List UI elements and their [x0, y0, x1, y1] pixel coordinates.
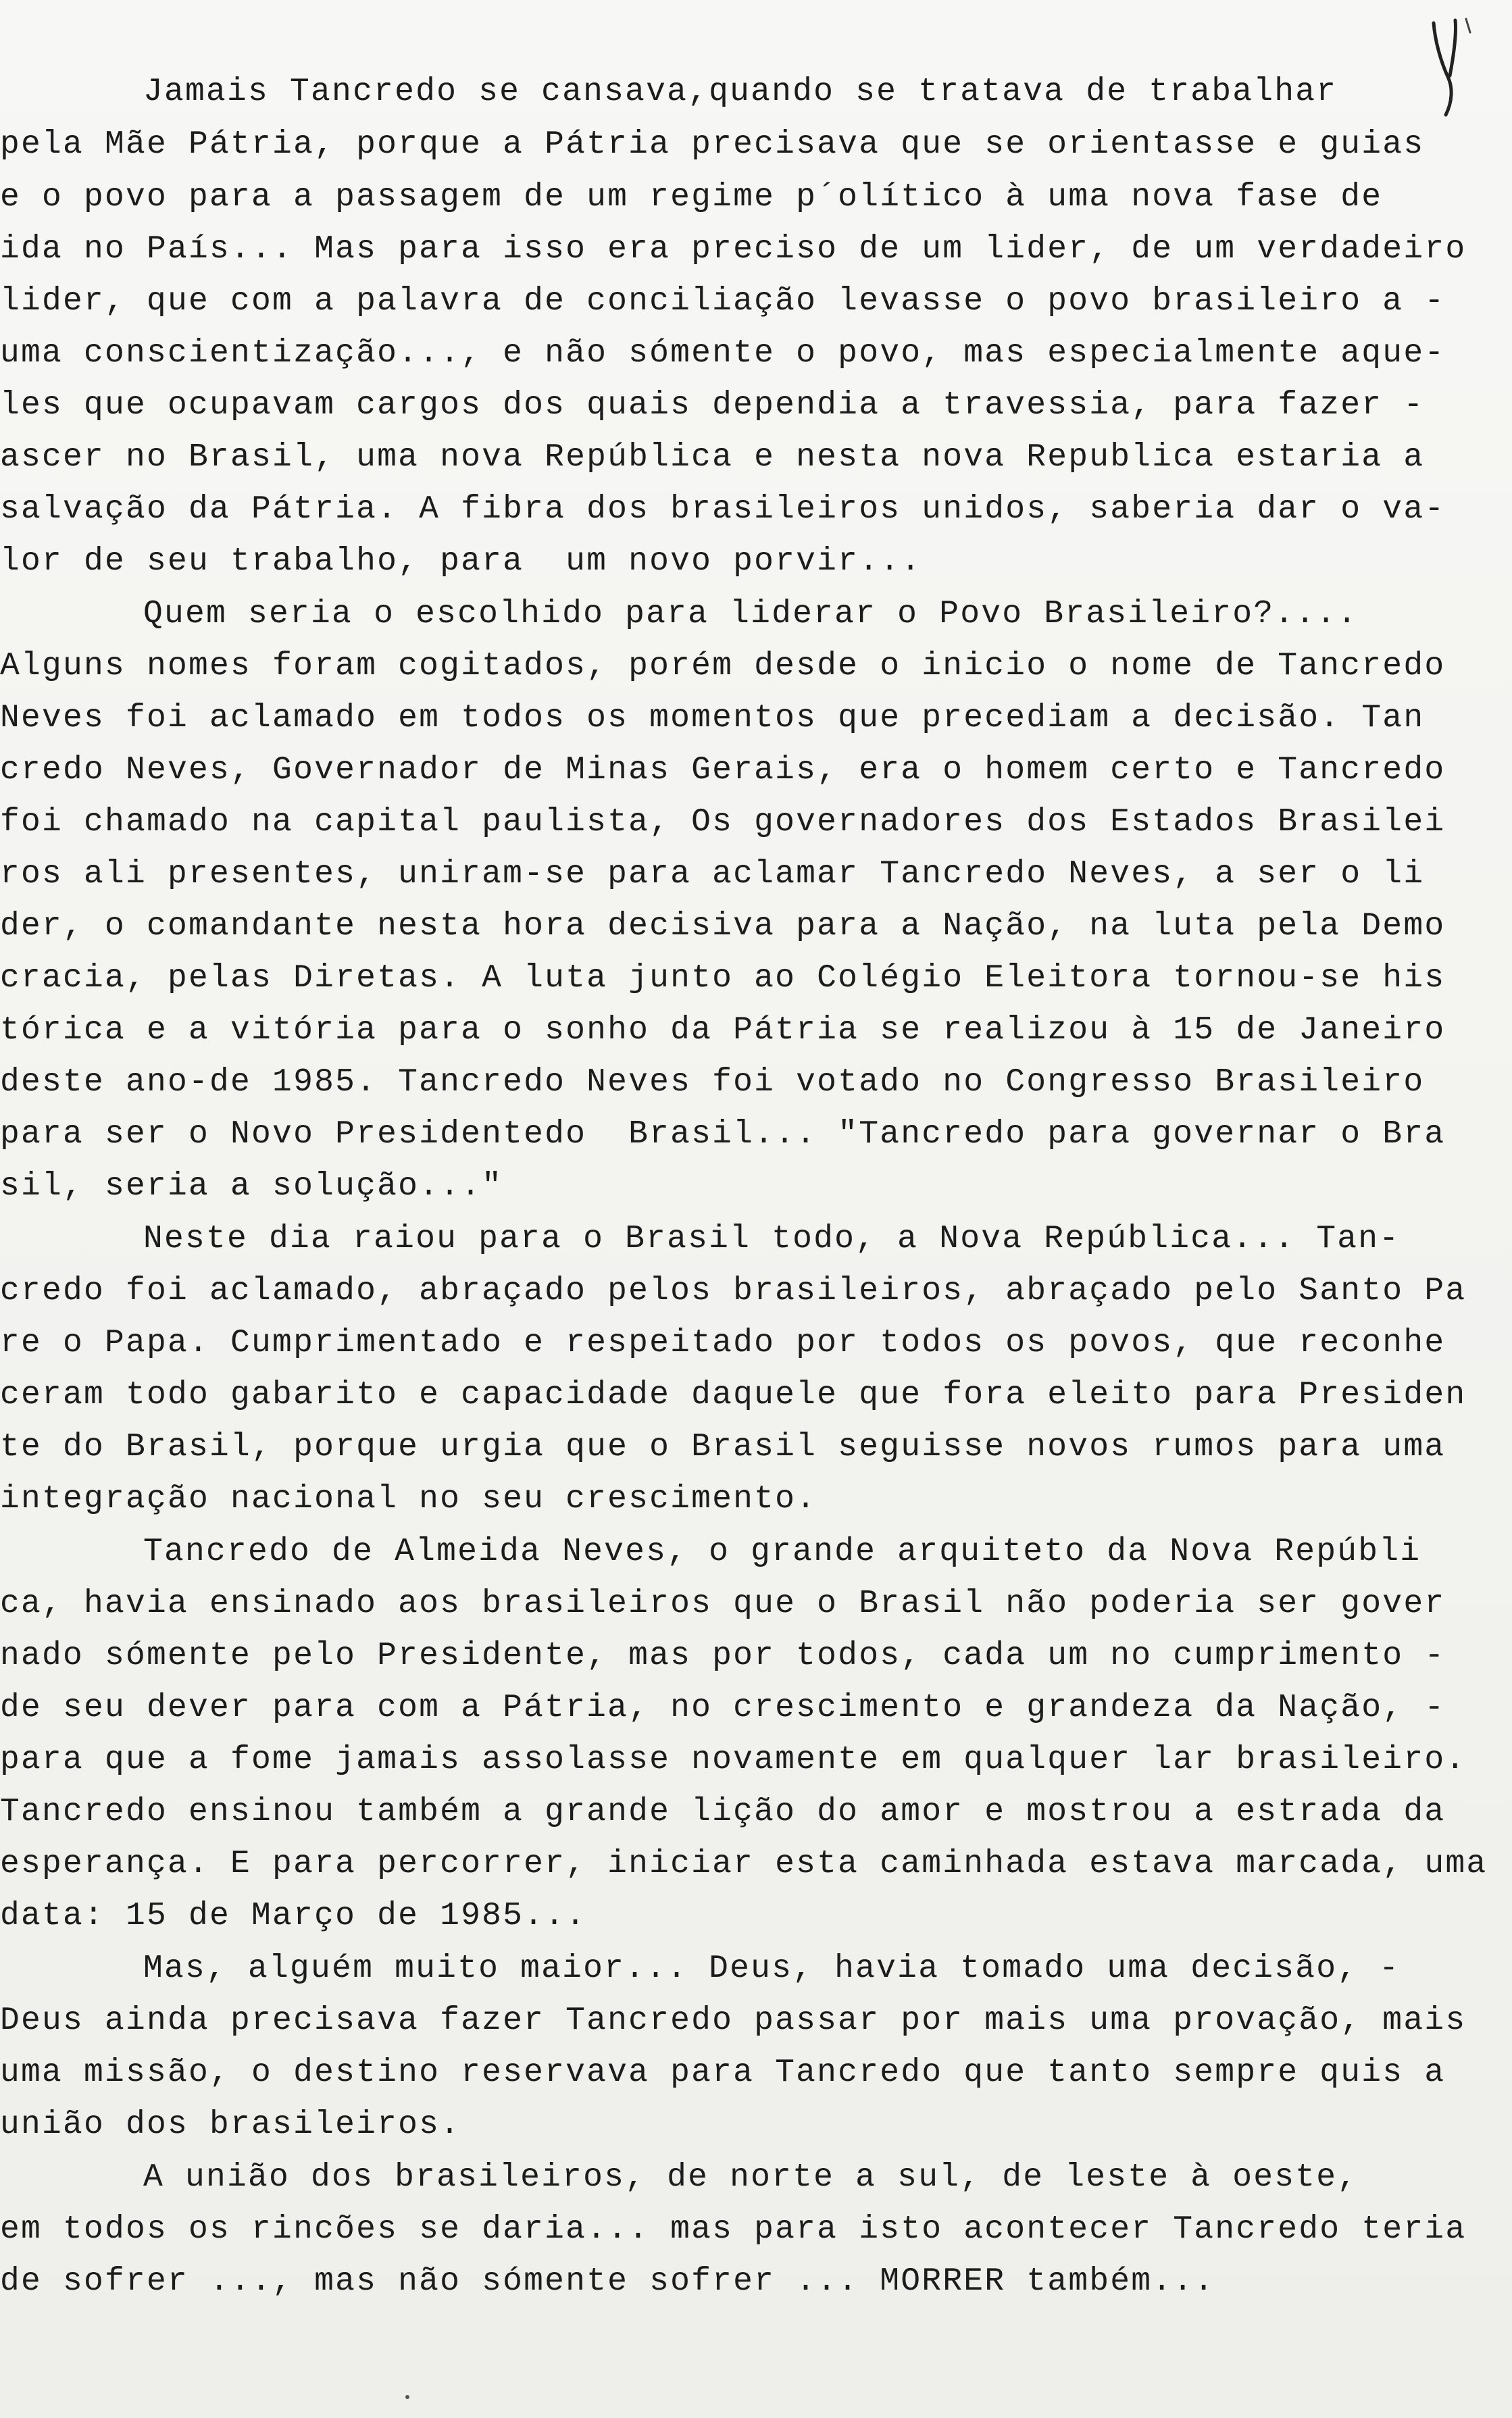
handwritten-page-mark — [1426, 14, 1473, 122]
text-line: união dos brasileiros. — [0, 2107, 461, 2143]
text-line: uma conscientização..., e não sómente o povo, mas especialmente aque- — [0, 335, 1446, 372]
text-line: ceram todo gabarito e capacidade daquele que fora eleito para Presiden — [0, 1377, 1467, 1413]
text-line: ida no País... Mas para isso era preciso de um lider, de um verdadeiro — [0, 231, 1467, 268]
text-line: ascer no Brasil, uma nova República e nesta nova Republica estaria a — [0, 439, 1425, 476]
text-line: integração nacional no seu crescimento. — [0, 1481, 817, 1517]
text-line: salvação da Pátria. A fibra dos brasileiros unidos, saberia dar o va- — [0, 491, 1446, 528]
text-line: re o Papa. Cumprimentado e respeitado por todos os povos, que reconhe — [0, 1325, 1446, 1361]
text-line: der, o comandante nesta hora decisiva para a Nação, na luta pela Demo — [0, 908, 1446, 944]
text-line: sil, seria a solução..." — [0, 1168, 503, 1205]
text-line: tórica e a vitória para o sonho da Pátria se realizou à 15 de Janeiro — [0, 1012, 1446, 1049]
text-line: Alguns nomes foram cogitados, porém desde o inicio o nome de Tancredo — [0, 648, 1446, 684]
text-line: deste ano-de 1985. Tancredo Neves foi votado no Congresso Brasileiro — [0, 1064, 1425, 1101]
text-line: esperança. E para percorrer, iniciar esta caminhada estava marcada, uma — [0, 1846, 1488, 1882]
text-line: para que a fome jamais assolasse novamente em qualquer lar brasileiro. — [0, 1742, 1467, 1778]
text-line: Neste dia raiou para o Brasil todo, a Nova República... Tan- — [59, 1221, 1401, 1257]
text-line: pela Mãe Pátria, porque a Pátria precisava que se orientasse e guias — [0, 126, 1425, 163]
text-line: de seu dever para com a Pátria, no crescimento e grandeza da Nação, - — [0, 1690, 1446, 1726]
text-line: e o povo para a passagem de um regime p´olítico à uma nova fase de — [0, 179, 1383, 216]
text-line: les que ocupavam cargos dos quais dependia a travessia, para fazer - — [0, 387, 1425, 424]
text-line: credo Neves, Governador de Minas Gerais, era o homem certo e Tancredo — [0, 752, 1446, 788]
text-line: em todos os rincões se daria... mas para isto acontecer Tancredo teria — [0, 2211, 1467, 2248]
text-line: te do Brasil, porque urgia que o Brasil seguisse novos rumos para uma — [0, 1429, 1446, 1465]
text-line: Tancredo de Almeida Neves, o grande arquiteto da Nova Repúbli — [59, 1534, 1421, 1570]
text-line: lider, que com a palavra de conciliação levasse o povo brasileiro a - — [0, 283, 1446, 320]
text-line: A união dos brasileiros, de norte a sul, de leste à oeste, — [59, 2159, 1359, 2196]
text-line: uma missão, o destino reservava para Tancredo que tanto sempre quis a — [0, 2055, 1446, 2091]
text-line: Neves foi aclamado em todos os momentos que precediam a decisão. Tan — [0, 700, 1425, 736]
ink-speck — [405, 2395, 409, 2399]
text-line: nado sómente pelo Presidente, mas por todos, cada um no cumprimento - — [0, 1638, 1446, 1674]
text-line: data: 15 de Março de 1985... — [0, 1898, 587, 1934]
text-line: Tancredo ensinou também a grande lição do amor e mostrou a estrada da — [0, 1794, 1446, 1830]
text-line: de sofrer ..., mas não sómente sofrer ... MORRER também... — [0, 2263, 1215, 2300]
text-line: para ser o Novo Presidentedo Brasil... "Tancredo para governar o Bra — [0, 1116, 1446, 1153]
text-line: ca, havia ensinado aos brasileiros que o Brasil não poderia ser gover — [0, 1586, 1446, 1622]
text-line: cracia, pelas Diretas. A luta junto ao Colégio Eleitora tornou-se his — [0, 960, 1446, 997]
text-line: lor de seu trabalho, para um novo porvir... — [0, 543, 922, 580]
text-line: Mas, alguém muito maior... Deus, havia tomado uma decisão, - — [59, 1950, 1401, 1987]
text-line: foi chamado na capital paulista, Os governadores dos Estados Brasilei — [0, 804, 1446, 840]
text-line: Deus ainda precisava fazer Tancredo passar por mais uma provação, mais — [0, 2003, 1467, 2039]
text-line: credo foi aclamado, abraçado pelos brasileiros, abraçado pelo Santo Pa — [0, 1273, 1467, 1309]
text-line: ros ali presentes, uniram-se para aclamar Tancredo Neves, a ser o li — [0, 856, 1425, 892]
text-line: Jamais Tancredo se cansava,quando se tratava de trabalhar — [59, 74, 1338, 110]
text-line: Quem seria o escolhido para liderar o Povo Brasileiro?.... — [59, 596, 1359, 632]
